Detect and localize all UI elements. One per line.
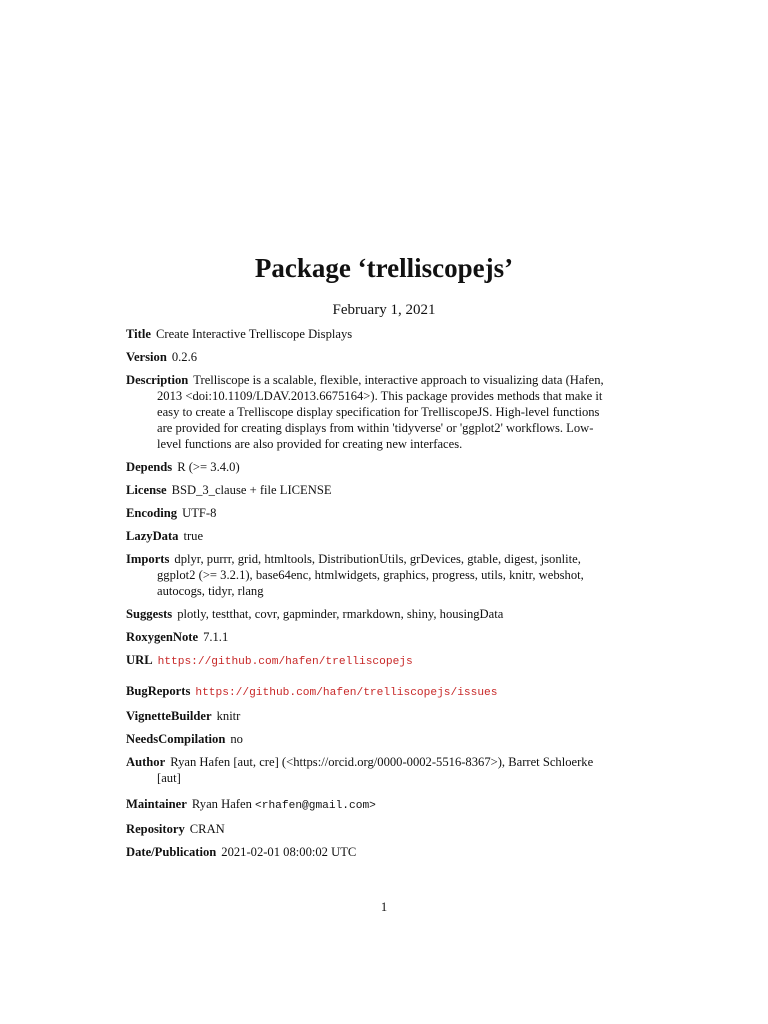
field-encoding-key: Encoding xyxy=(126,506,178,520)
field-url-key: URL xyxy=(126,653,153,667)
field-suggests-key: Suggests xyxy=(126,607,173,621)
field-imports xyxy=(126,551,616,599)
url-link[interactable]: https://github.com/hafen/trelliscopejs xyxy=(157,656,413,668)
description-fields xyxy=(126,326,616,867)
field-suggests-value: plotly, testthat, covr, gapminder, rmarkdown, shiny, housingData xyxy=(177,607,504,621)
field-encoding-value: UTF-8 xyxy=(182,506,217,520)
field-lazydata-value: true xyxy=(183,529,204,543)
field-lazydata-key: LazyData xyxy=(126,529,179,543)
field-roxygennote-key: RoxygenNote xyxy=(126,630,199,644)
field-repository-key: Repository xyxy=(126,822,185,836)
bugreports-link[interactable]: https://github.com/hafen/trelliscopejs/issues xyxy=(195,687,498,699)
field-title xyxy=(126,326,616,342)
field-license-key: License xyxy=(126,483,167,497)
field-vignettebuilder-value: knitr xyxy=(216,709,241,723)
field-bugreports xyxy=(126,683,616,701)
field-version-key: Version xyxy=(126,350,167,364)
field-author-value: Ryan Hafen [aut, cre] (<https://orcid.org/0000-0002-5516-8367>), Barret Schloerke [aut] xyxy=(157,755,594,785)
maintainer-email: <rhafen@gmail.com> xyxy=(255,800,376,812)
field-roxygennote-value: 7.1.1 xyxy=(203,630,229,644)
field-encoding xyxy=(126,505,616,521)
field-vignettebuilder xyxy=(126,708,616,724)
field-title-key: Title xyxy=(126,327,151,341)
field-version xyxy=(126,349,616,365)
field-depends-value: R (>= 3.4.0) xyxy=(177,460,240,474)
field-description-key: Description xyxy=(126,373,189,387)
field-lazydata xyxy=(126,528,616,544)
field-repository xyxy=(126,821,616,837)
field-imports-value: dplyr, purrr, grid, htmltools, DistributionUtils, grDevices, gtable, digest, jsonlite, ggplot2 (>= 3.2.1), base64enc, htmlwidgets, graphics, progress, utils, knitr, webshot, autocogs, tidyr, rlang xyxy=(157,552,584,598)
field-maintainer-key: Maintainer xyxy=(126,797,187,811)
field-depends xyxy=(126,459,616,475)
field-vignettebuilder-key: VignetteBuilder xyxy=(126,709,212,723)
field-needscompilation-value: no xyxy=(230,732,243,746)
field-datepublication-value: 2021-02-01 08:00:02 UTC xyxy=(221,845,357,859)
field-roxygennote xyxy=(126,629,616,645)
field-author xyxy=(126,754,616,786)
field-suggests xyxy=(126,606,616,622)
field-repository-value: CRAN xyxy=(189,822,225,836)
page-title: Package ‘trelliscopejs’ xyxy=(254,253,514,283)
page-number: 1 xyxy=(380,900,388,914)
field-maintainer xyxy=(126,796,616,814)
field-imports-key: Imports xyxy=(126,552,170,566)
field-datepublication xyxy=(126,844,616,860)
field-needscompilation xyxy=(126,731,616,747)
field-needscompilation-key: NeedsCompilation xyxy=(126,732,226,746)
field-title-value: Create Interactive Trelliscope Displays xyxy=(155,327,353,341)
field-description xyxy=(126,372,616,452)
field-datepublication-key: Date/Publication xyxy=(126,845,217,859)
field-author-key: Author xyxy=(126,755,166,769)
field-bugreports-key: BugReports xyxy=(126,684,191,698)
field-license-value: BSD_3_clause + file LICENSE xyxy=(171,483,332,497)
field-description-value: Trelliscope is a scalable, flexible, interactive approach to visualizing data (Hafen, 2013 <doi:10.1109/LDAV.2013.6675164>). This package provides methods that make it easy to create a Trelliscope display specification for TrelliscopeJS. High-level functions are provided for creating displays from within 'tidyverse' or 'ggplot2' workflows. Low-level functions are also provided for creating new interfaces. xyxy=(157,373,604,451)
maintainer-name: Ryan Hafen xyxy=(191,797,252,811)
field-version-value: 0.2.6 xyxy=(171,350,198,364)
field-url xyxy=(126,652,616,670)
field-depends-key: Depends xyxy=(126,460,173,474)
publication-date: February 1, 2021 xyxy=(332,302,436,318)
field-license xyxy=(126,482,616,498)
